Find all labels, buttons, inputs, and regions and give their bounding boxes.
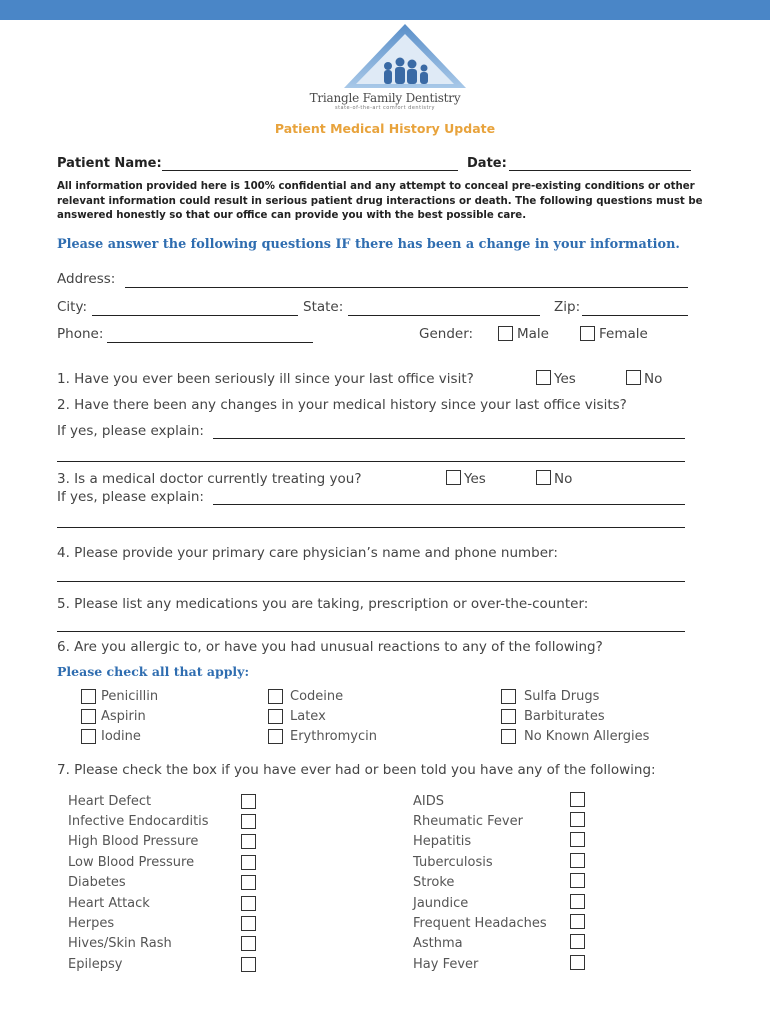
condition-rheumatic-fever: Rheumatic Fever bbox=[413, 814, 523, 829]
hay-fever-checkbox[interactable] bbox=[570, 955, 585, 970]
date-field[interactable] bbox=[509, 170, 691, 171]
male-checkbox[interactable] bbox=[498, 326, 513, 341]
state-label: State: bbox=[303, 299, 344, 315]
gender-label: Gender: bbox=[419, 326, 474, 342]
epilepsy-checkbox[interactable] bbox=[241, 957, 256, 972]
condition-hay-fever: Hay Fever bbox=[413, 957, 479, 972]
q3-no-checkbox[interactable] bbox=[536, 470, 551, 485]
change-heading: Please answer the following questions IF there has been a change in your information. bbox=[57, 237, 680, 252]
allergy-iodine: Iodine bbox=[101, 729, 141, 744]
sulfa-drugs-checkbox[interactable] bbox=[501, 689, 516, 704]
form-title: Patient Medical History Update bbox=[274, 121, 496, 136]
q1-no-label: No bbox=[644, 371, 663, 387]
address-label: Address: bbox=[57, 271, 116, 287]
city-field[interactable] bbox=[92, 315, 298, 316]
condition-low-blood-pressure: Low Blood Pressure bbox=[68, 855, 195, 870]
diabetes-checkbox[interactable] bbox=[241, 875, 256, 890]
question-1: 1. Have you ever been seriously ill since your last office visit? bbox=[57, 371, 474, 387]
question-7: 7. Please check the box if you have ever had or been told you have any of the following: bbox=[57, 762, 656, 778]
condition-diabetes: Diabetes bbox=[68, 875, 126, 890]
patient-name-label: Patient Name: bbox=[57, 156, 162, 171]
city-label: City: bbox=[57, 299, 88, 315]
q3-explain-field-2[interactable] bbox=[57, 527, 685, 528]
stroke-checkbox[interactable] bbox=[570, 873, 585, 888]
logo-name: Triangle Family Dentistry bbox=[309, 91, 461, 105]
iodine-checkbox[interactable] bbox=[81, 729, 96, 744]
heart-attack-checkbox[interactable] bbox=[241, 896, 256, 911]
address-field[interactable] bbox=[125, 287, 688, 288]
heart-defect-checkbox[interactable] bbox=[241, 794, 256, 809]
hives-skin-rash-checkbox[interactable] bbox=[241, 936, 256, 951]
allergy-codeine: Codeine bbox=[290, 689, 344, 704]
low-blood-pressure-checkbox[interactable] bbox=[241, 855, 256, 870]
condition-hives-skin-rash: Hives/Skin Rash bbox=[68, 936, 172, 951]
allergy-erythromycin: Erythromycin bbox=[290, 729, 377, 744]
phone-field[interactable] bbox=[107, 342, 313, 343]
question-2: 2. Have there been any changes in your medical history since your last office visits? bbox=[57, 397, 627, 413]
q3-explain-field[interactable] bbox=[213, 504, 685, 505]
q2-explain-field[interactable] bbox=[213, 438, 685, 439]
female-label: Female bbox=[599, 326, 648, 342]
q3-yes-label: Yes bbox=[464, 471, 486, 487]
q5-answer-field[interactable] bbox=[57, 631, 685, 632]
allergy-latex: Latex bbox=[290, 709, 326, 724]
q1-no-checkbox[interactable] bbox=[626, 370, 641, 385]
question-5: 5. Please list any medications you are taking, prescription or over-the-counter: bbox=[57, 596, 589, 612]
infective-endocarditis-checkbox[interactable] bbox=[241, 814, 256, 829]
condition-infective-endocarditis: Infective Endocarditis bbox=[68, 814, 209, 829]
check-all-heading: Please check all that apply: bbox=[57, 664, 250, 679]
phone-label: Phone: bbox=[57, 326, 104, 342]
confidentiality-notice: All information provided here is 100% confidential and any attempt to conceal pre-existing conditions or other relevant information could result in serious patient drug interactions or death. The following questions must be answered honestly so that our office can provide you with the best possible care. bbox=[57, 181, 703, 221]
q1-yes-checkbox[interactable] bbox=[536, 370, 551, 385]
latex-checkbox[interactable] bbox=[268, 709, 283, 724]
q3-yes-checkbox[interactable] bbox=[446, 470, 461, 485]
condition-herpes: Herpes bbox=[68, 916, 115, 931]
q3-no-label: No bbox=[554, 471, 573, 487]
q3-explain-label: If yes, please explain: bbox=[57, 489, 204, 505]
female-checkbox[interactable] bbox=[580, 326, 595, 341]
date-label: Date: bbox=[467, 156, 507, 171]
frequent-headaches-checkbox[interactable] bbox=[570, 914, 585, 929]
zip-field[interactable] bbox=[582, 315, 688, 316]
zip-label: Zip: bbox=[554, 299, 581, 315]
q4-answer-field[interactable] bbox=[57, 581, 685, 582]
allergy-aspirin: Aspirin bbox=[101, 709, 146, 724]
allergy-penicillin: Penicillin bbox=[101, 689, 159, 704]
condition-high-blood-pressure: High Blood Pressure bbox=[68, 834, 199, 849]
question-4: 4. Please provide your primary care physician’s name and phone number: bbox=[57, 545, 558, 561]
aspirin-checkbox[interactable] bbox=[81, 709, 96, 724]
allergy-none: No Known Allergies bbox=[524, 729, 650, 744]
aids-checkbox[interactable] bbox=[570, 792, 585, 807]
top-banner bbox=[0, 0, 770, 20]
rheumatic-fever-checkbox[interactable] bbox=[570, 812, 585, 827]
tuberculosis-checkbox[interactable] bbox=[570, 853, 585, 868]
condition-frequent-headaches: Frequent Headaches bbox=[413, 916, 547, 931]
q2-explain-label: If yes, please explain: bbox=[57, 423, 204, 439]
condition-jaundice: Jaundice bbox=[413, 896, 469, 911]
allergy-sulfa-drugs: Sulfa Drugs bbox=[524, 689, 600, 704]
question-6: 6. Are you allergic to, or have you had unusual reactions to any of the following? bbox=[57, 639, 603, 655]
codeine-checkbox[interactable] bbox=[268, 689, 283, 704]
high-blood-pressure-checkbox[interactable] bbox=[241, 834, 256, 849]
condition-tuberculosis: Tuberculosis bbox=[413, 855, 493, 870]
condition-stroke: Stroke bbox=[413, 875, 455, 890]
allergy-barbiturates: Barbiturates bbox=[524, 709, 605, 724]
condition-heart-defect: Heart Defect bbox=[68, 794, 152, 809]
barbiturates-checkbox[interactable] bbox=[501, 709, 516, 724]
hepatitis-checkbox[interactable] bbox=[570, 832, 585, 847]
condition-aids: AIDS bbox=[413, 794, 444, 809]
no-known-allergies-checkbox[interactable] bbox=[501, 729, 516, 744]
jaundice-checkbox[interactable] bbox=[570, 894, 585, 909]
logo-tagline: state-of-the-art comfort dentistry bbox=[334, 105, 436, 111]
state-field[interactable] bbox=[348, 315, 540, 316]
male-label: Male bbox=[517, 326, 549, 342]
erythromycin-checkbox[interactable] bbox=[268, 729, 283, 744]
question-3: 3. Is a medical doctor currently treating you? bbox=[57, 471, 362, 487]
condition-asthma: Asthma bbox=[413, 936, 463, 951]
q1-yes-label: Yes bbox=[554, 371, 576, 387]
q2-explain-field-2[interactable] bbox=[57, 461, 685, 462]
herpes-checkbox[interactable] bbox=[241, 916, 256, 931]
condition-hepatitis: Hepatitis bbox=[413, 834, 472, 849]
condition-epilepsy: Epilepsy bbox=[68, 957, 123, 972]
asthma-checkbox[interactable] bbox=[570, 934, 585, 949]
penicillin-checkbox[interactable] bbox=[81, 689, 96, 704]
condition-heart-attack: Heart Attack bbox=[68, 896, 150, 911]
patient-name-field[interactable] bbox=[162, 170, 458, 171]
